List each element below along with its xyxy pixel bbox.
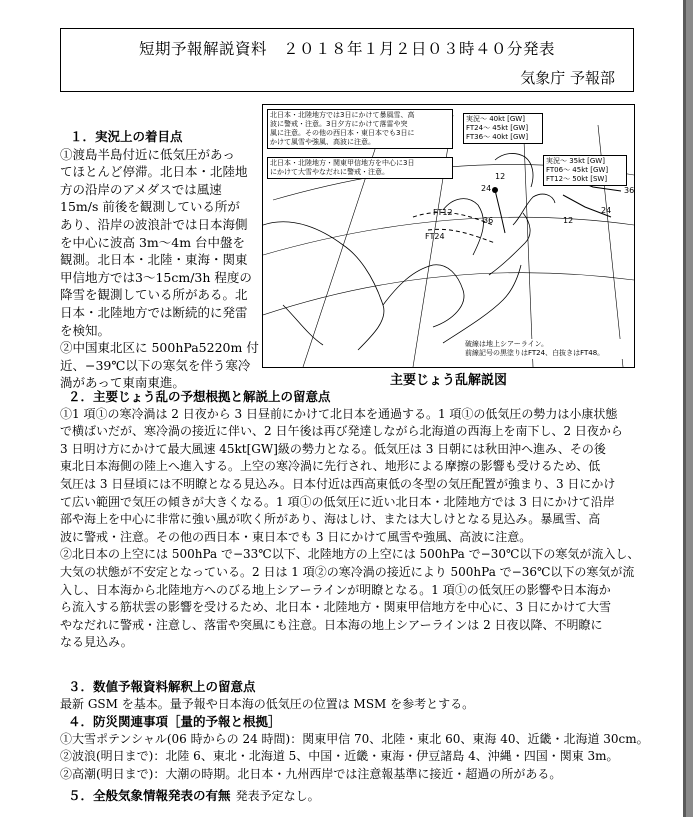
section-2-line: 入し、日本海から北陸地方へのびる地上シアーラインが明瞭となる。1 項①の低気圧の影響や日本海か [60,582,611,597]
section-2-line: 気圧は 3 日昼頃には不明瞭となる見込み。日本付近は西高東低の冬型の気圧配置が強まり、3 日にかけ [60,476,616,491]
section-1-heading: １．実況上の着目点 [70,129,183,144]
map-note-line: 波に警戒・注意。3日夕方にかけて落雷や突 [270,120,408,128]
section-1-line: 近、−39℃以下の寒気を伴う寒冷 [60,357,251,373]
section-1-line: 方の沿岸のアメダスでは風速 [60,181,222,197]
map-note-line: 前線記号の黒塗りはFT24、白抜きはFT48。 [465,349,605,357]
map-legend-line: FT12〜 50kt [SW] [546,175,608,183]
map-note-line: 破線は地上シアーライン。 [465,340,549,348]
section-2-line: 3 日明け方にかけて最大風速 45kt[GW]級の勢力となる。低気圧は 3 日朝には秋田沖へ進み、その後 [60,441,606,456]
section-2-line: ①1 項①の寒冷渦は 2 日夜から 3 日昼前にかけて北日本を通過する。1 項①の低気圧の勢力は小康状態 [60,406,618,421]
section-1-line: 観測。北日本・北陸・東海・関東 [60,252,248,268]
section-4-line: ②波浪(明日まで)：北陸 6、東北・北海道 5、中国・近畿・東海・伊豆諸島 4、沖縄・四国・関東 3m。 [60,749,619,764]
map-note-warning [267,109,453,149]
map-grid [263,115,634,367]
section-1-line: 降雪を観測している所がある。北 [60,287,248,303]
label-24b: 24 [601,206,612,215]
map-legend-line: 実況〜 40kt [GW] [466,115,525,123]
weather-map [262,104,635,368]
label-ft24: FT24 [425,232,445,241]
section-2-line: 大気の状態が不安定となっている。2 日は 1 項②の寒冷渦の接近により 500hPa で−36℃以下の寒気が流 [60,564,635,579]
low-center-marker [492,187,498,193]
section-2-line: で横ばいだが、寒冷渦の接近に伴い、2 日午後は再び発達しながら北海道の西海上を南下し、2 日夜から [60,424,623,439]
section-4-heading: ４．防災関連事項［量的予報と根拠］ [68,714,281,729]
map-note-legend [463,339,629,359]
section-1-line: 渦があって東南東進。 [60,375,185,391]
label-36b: 36 [624,186,634,195]
coastlines [263,153,555,350]
issuer: 気象庁 予報部 [520,69,615,87]
section-1-line: を中心に波高 3m〜4m 台中盤を [60,234,246,250]
scrollbar-track[interactable] [686,0,693,817]
map-note-line: にかけて大雪やなだれに警戒・注意。 [270,168,389,176]
section-4-body [60,731,649,784]
section-2-line: なる見込み。 [60,635,133,650]
map-note-line: 北日本・北陸地方・関東甲信地方を中心に3日 [270,159,415,167]
section-3-heading: ３．数値予報資料解釈上の留意点 [68,679,256,694]
map-note-line: 北日本・北陸地方では3日にかけて暴風雪、高 [270,111,415,119]
label-12b: 12 [563,216,574,225]
label-24: 24 [481,184,492,193]
map-note-snow [267,157,453,179]
section-2-body [60,406,640,652]
section-2-line: やなだれに警戒・注意し、落雷や突風にも注意。日本海の地上シアーラインは 2 日夜以降、不明瞭に [60,617,603,632]
section-3-line: 最新 GSM を基本。量予報や日本海の低気圧の位置は MSM を参考とする。 [60,696,475,711]
section-3-body [60,696,636,714]
map-note-line: 風に注意。その他の西日本・東日本でも3日に [270,129,415,137]
section-1-line: を検知。 [60,322,111,338]
section-1-line: 甲信地方では3〜15cm/3h 程度の [60,269,252,285]
section-5-text: 発表予定なし。 [235,789,320,803]
section-1-line: 日本・北陸地方では断続的に発雷 [60,304,248,320]
section-1-line: あり、沿岸の波浪計では日本海側 [60,216,248,232]
section-1-body [60,146,259,392]
section-2-line: て広い範囲で気圧の傾きが大きくなる。1 項①の低気圧に近い北日本・北陸地方では 3 日にかけて沿岸 [60,494,615,509]
title-box [60,28,634,92]
section-1-line: 15m/s 前後を観測している所が [60,199,240,215]
section-2-heading: ２．主要じょう乱の予想根拠と解説上の留意点 [68,389,331,404]
label-36: 36 [483,216,494,225]
section-5-heading: ５．全般気象情報発表の有無 [68,788,231,803]
map-legend-low-2 [543,155,627,186]
section-1-line: てほとんど停滞。北日本・北陸地 [60,164,248,180]
section-4-line: ②高潮(明日まで)：大潮の時期。北日本・九州西岸では注意報基準に接近・超過の所がある。 [60,766,562,781]
section-1 [60,128,259,392]
map-note-line: かけて風雪や強風、高波に注意。 [270,138,375,146]
label-ft12: FT12 [433,208,453,217]
label-12: 12 [495,172,506,181]
map-legend-line: FT36〜 40kt [GW] [466,133,529,141]
section-4-line: ①大雪ポテンシャル(06 時からの 24 時間)：関東甲信 70、北陸・東北 60、東海 40、近畿・北海道 30cm。 [60,731,649,746]
section-2-line: 波に警戒・注意。その他の西日本・東日本でも 3 日にかけて風雪や強風、高波に注意。 [60,529,532,544]
map-legend-line: FT24〜 45kt [GW] [466,124,529,132]
section-3 [60,678,636,713]
section-2 [60,388,640,652]
section-5 [60,785,636,806]
section-2-line: 東北日本海側の陸上へ進入する。上空の寒冷渦に先行され、地形による摩擦の影響も受けるため、低 [60,459,601,474]
document-title: 短期予報解説資料 ２０１８年１月２日０３時４０分発表 [138,40,555,58]
map-legend-line: FT06〜 45kt [GW] [546,166,609,174]
map-caption: 主要じょう乱解説図 [389,373,507,388]
map-legend-line: 実況〜 35kt [GW] [546,157,605,165]
section-1-line: ①渡島半島付近に低気圧があっ [60,146,235,162]
section-1-line: ②中国東北区に 500hPa5220m 付 [60,340,259,356]
section-2-line: 部や海上を中心に非常に強い風が吹く所があり、海はしけ、または大しけとなる見込み。暴風雪、高 [60,512,601,527]
section-2-line: ②北日本の上空には 500hPa で−33℃以下、北陸地方の上空には 500hPa で−30℃以下の寒気が流入し、 [60,547,640,562]
section-4 [60,713,649,783]
map-legend-low-1 [463,113,543,144]
section-2-line: ら流入する筋状雲の影響を受けるため、北日本・北陸地方・関東甲信地方を中心に、3 日にかけて大雪 [60,600,611,615]
